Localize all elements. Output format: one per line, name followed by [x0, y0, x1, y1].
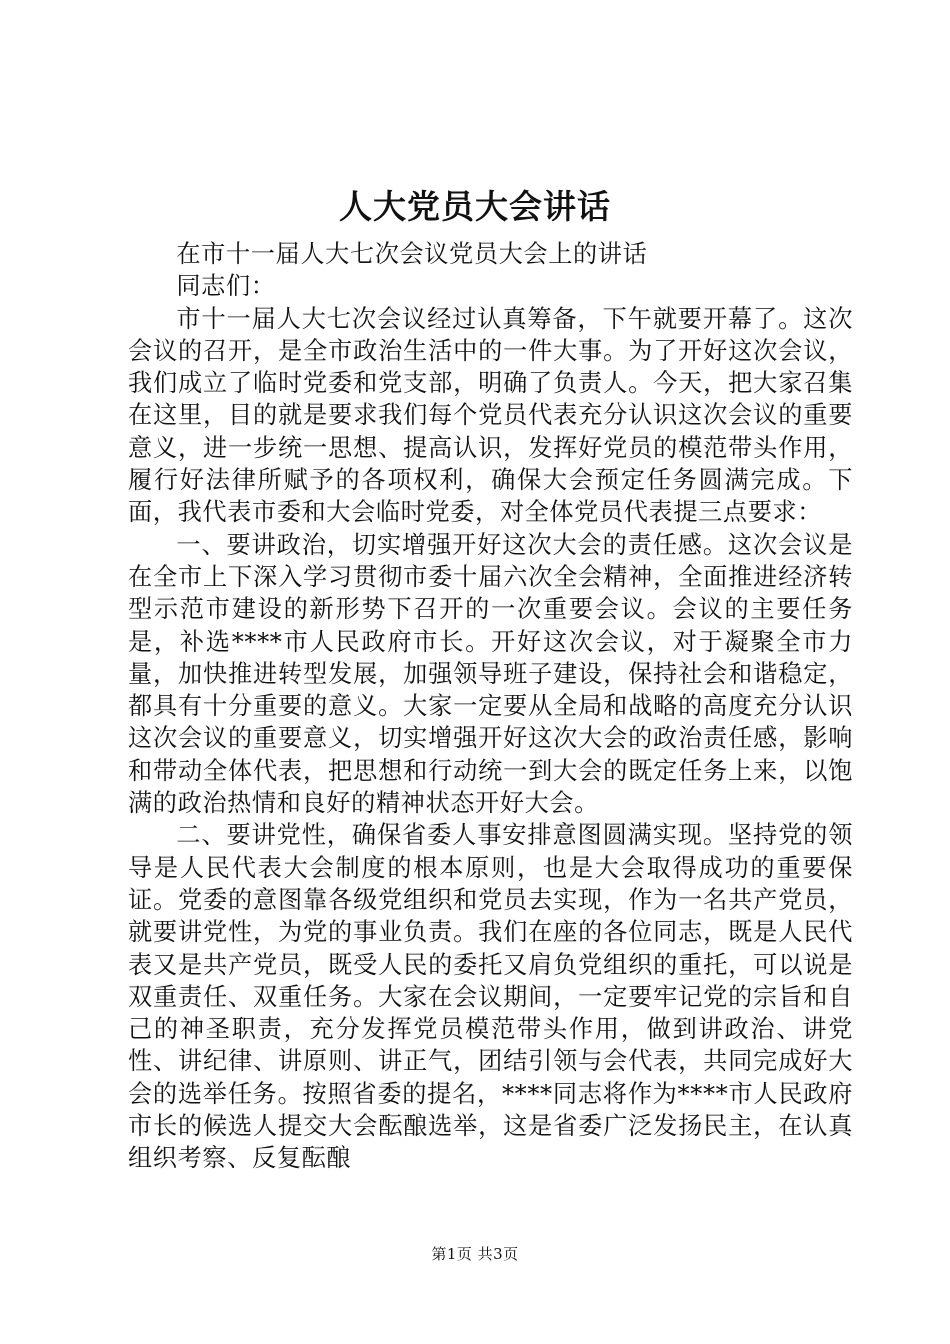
paragraph-point-two: 二、要讲党性，确保省委人事安排意图圆满实现。坚持党的领导是人民代表大会制度的根本原则，也是大会取得成功的重要保证。党委的意图靠各级党组织和党员去实现，作为一名共产党员，就要讲党性，为党的事业负责。我们在座的各位同志，既是人民代表又是共产党员，既受人民的委托又肩负党组织的重托，可以说是双重责任、双重任务。大家在会议期间，一定要牢记党的宗旨和自己的神圣职责，充分发挥党员模范带头作用，做到讲政治、讲党性、讲纪律、讲原则、讲正气，团结引领与会代表，共同完成好大会的选举任务。按照省委的提名，****同志将作为****市人民政府市长的候选人提交大会酝酿选举，这是省委广泛发扬民主，在认真组织考察、反复酝酿 [128, 821, 853, 1173]
salutation: 同志们： [176, 272, 276, 301]
speech-subtitle: 在市十一届人大七次会议党员大会上的讲话 [176, 240, 648, 268]
paragraph-intro: 市十一届人大七次会议经过认真筹备，下午就要开幕了。这次会议的召开，是全市政治生活中的一件大事。为了开好这次会议，我们成立了临时党委和党支部，明确了负责人。今天，把大家召集在这里，目的就是要求我们每个党员代表充分认识这次会议的重要意义，进一步统一思想、提高认识，发挥好党员的模范带头作用，履行好法律所赋予的各项权利，确保大会预定任务圆满完成。下面，我代表市委和大会临时党委，对全体党员代表提三点要求： [128, 304, 853, 527]
document-body [128, 238, 853, 1175]
page-number-footer: 第1页 共3页 [431, 1245, 519, 1263]
paragraph-point-one: 一、要讲政治，切实增强开好这次大会的责任感。这次会议是在全市上下深入学习贯彻市委十届六次全会精神，全面推进经济转型示范市建设的新形势下召开的一次重要会议。会议的主要任务是，补选****市人民政府市长。开好这次会议，对于凝聚全市力量，加快推进转型发展，加强领导班子建设，保持社会和谐稳定，都具有十分重要的意义。大家一定要从全局和战略的高度充分认识这次会议的重要意义，切实增强开好这次大会的政治责任感，影响和带动全体代表，把思想和行动统一到大会的既定任务上来，以饱满的政治热情和良好的精神状态开好大会。 [128, 530, 853, 818]
document-title: 人大党员大会讲话 [339, 187, 611, 226]
